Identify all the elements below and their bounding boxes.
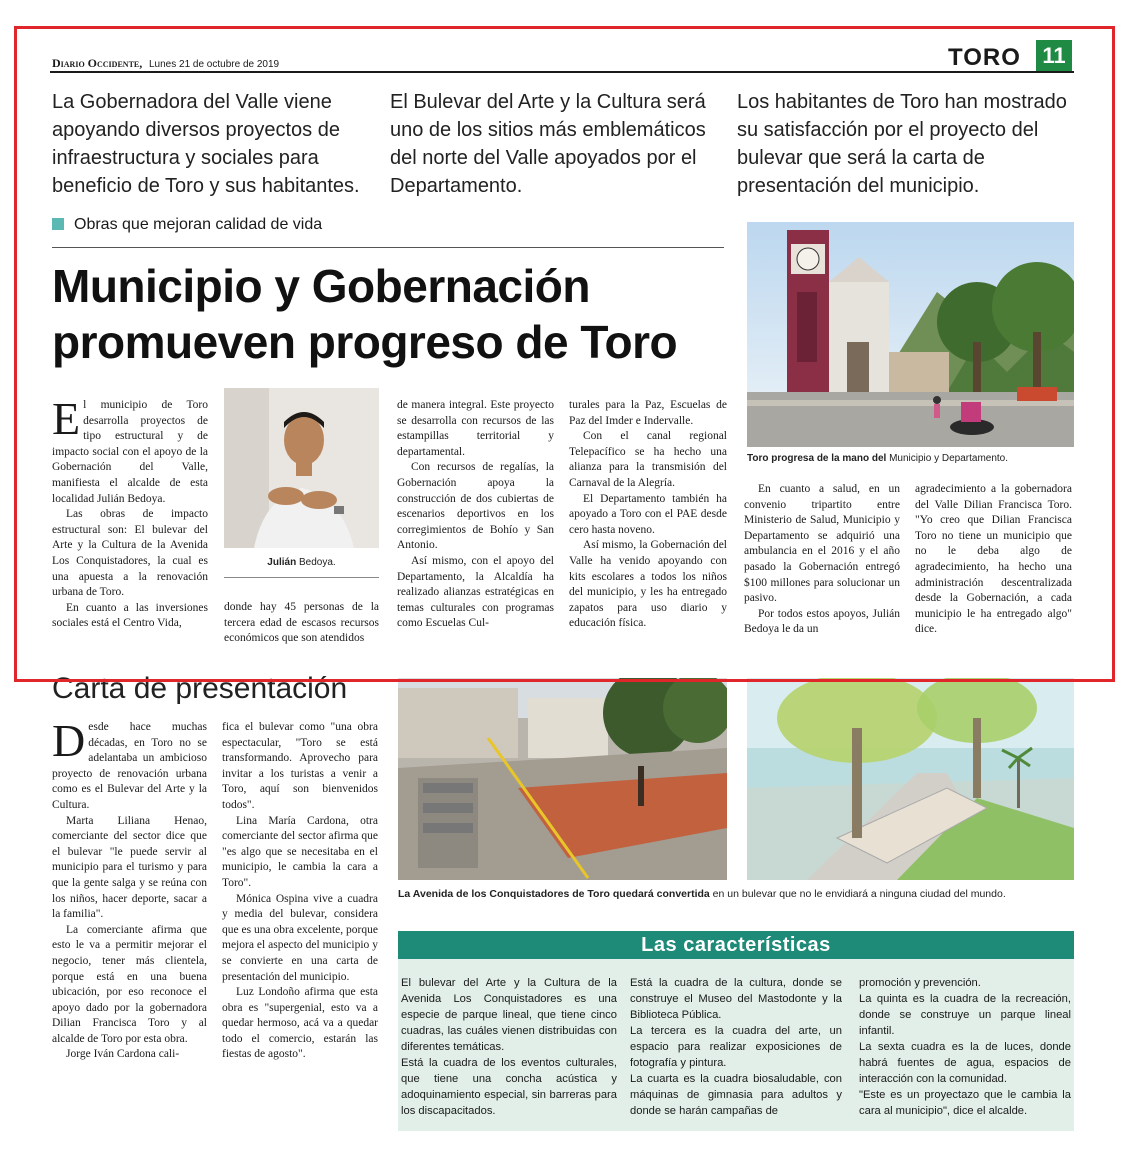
article-paragraph: En cuanto a las inversiones sociales está el Centro Vida, xyxy=(52,601,208,630)
kicker xyxy=(52,216,322,234)
feature-paragraph: Está la cuadra de la cultura, donde se construye el Museo del Mastodonte y la Biblioteca Pública. xyxy=(630,977,842,1021)
works-photo xyxy=(398,678,727,880)
carta-paragraph: Mónica Ospina vive a cuadra y media del bulevar, considera que es una obra excelente, porque mejora el aspecto del municipio y se convierte en una carta de presentación del municipio. xyxy=(222,892,378,983)
article-paragraph: El Departamento también ha apoyado a Toro con el PAE desde cero hasta noveno. xyxy=(569,492,727,536)
carta-paragraph: Luz Londoño afirma que esta obra es "supergenial, esto va a quedar hermoso, acá va a quedar todo el comercio, estarán las fiestas de agosto". xyxy=(222,986,378,1061)
article-paragraph: donde hay 45 personas de la tercera edad de escasos recursos económicos que son atendidos xyxy=(224,601,379,645)
works-caption-bold: La Avenida de los Conquistadores de Toro quedará convertida xyxy=(398,888,710,900)
article-paragraph: Con el canal regional Telepacífico se ha hecho una alianza para la transmisión del Carnaval de la Alegría. xyxy=(569,430,727,489)
page-number: 11 xyxy=(1036,40,1072,72)
works-caption-rest: en un bulevar que no le envidiará a ninguna ciudad del mundo. xyxy=(709,888,1006,900)
church-caption xyxy=(747,453,1077,464)
deck-3: Los habitantes de Toro han mostrado su satisfacción por el proyecto del bulevar que será la carta de presentación del municipio. xyxy=(737,91,1067,197)
portrait-rule xyxy=(224,577,379,578)
kicker-text: Obras que mejoran calidad de vida xyxy=(74,216,323,233)
deck-1: La Gobernadora del Valle viene apoyando diversos proyectos de infraestructura y sociales para beneficio de Toro y sus habitantes. xyxy=(52,91,360,197)
features-column-2 xyxy=(630,975,842,1119)
feature-paragraph: El bulevar del Arte y la Cultura de la Avenida Los Conquistadores es una especie de parque lineal, que tiene cinco cuadras, las cuáles vienen distribuidas con diferentes temáticas. xyxy=(401,977,617,1053)
kicker-square xyxy=(52,218,64,230)
feature-paragraph: "Este es un proyectazo que le cambia la cara al municipio", dice el alcalde. xyxy=(859,1089,1071,1117)
article-paragraph: turales para la Paz, Escuelas de Paz del Imder e Indervalle. xyxy=(569,399,727,427)
issue-date: Lunes 21 de octubre de 2019 xyxy=(148,59,280,70)
church-photo xyxy=(747,222,1074,447)
carta-column-2 xyxy=(222,720,378,1063)
article-column-6 xyxy=(915,482,1072,638)
deck-2: El Bulevar del Arte y la Cultura será uno de los sitios más emblemáticos del norte del Valle apoyados por el Departamento. xyxy=(390,91,706,197)
headline-line-2: promueven progreso de Toro xyxy=(52,316,678,368)
boulevard-render xyxy=(747,678,1074,880)
features-column-3 xyxy=(859,975,1071,1119)
portrait-photo xyxy=(224,388,379,548)
article-paragraph: Las obras de impacto estructural son: El bulevar del Arte y la Cultura de la Avenida Los Conquistadores, la cual es una apuesta a la renovación urbana de Toro. xyxy=(52,508,208,599)
carta-paragraph: fica el bulevar como "una obra espectacular, "Toro se está transformando. Aprovecho para invitar a los turistas a venir a Toro, aquí son bienvenidos todos". xyxy=(222,721,378,811)
article-paragraph xyxy=(52,393,208,507)
carta-paragraph: Lina María Cardona, otra comerciante del sector afirma que "es algo que se necesitaba en el municipio, le cambia la cara a Toro". xyxy=(222,814,378,889)
church-caption-rest: Municipio y Departamento. xyxy=(886,453,1009,464)
feature-paragraph: La quinta es la cuadra de la recreación, donde se construye un parque lineal infantil. xyxy=(859,993,1071,1037)
boulevard-render-illustration xyxy=(747,678,1074,880)
masthead xyxy=(52,56,279,71)
church-photo-illustration xyxy=(747,222,1074,447)
article-paragraph: Con recursos de regalías, la Gobernación apoya la construcción de dos cubiertas de escenarios deportivos en los corregimientos de Bohío y San Antonio. xyxy=(397,461,554,552)
carta-paragraph xyxy=(52,715,207,814)
feature-paragraph: La cuarta es la cuadra biosaludable, con máquinas de gimnasia para adultos y donde se harán campañas de xyxy=(630,1073,842,1117)
headline-line-1: Municipio y Gobernación xyxy=(52,260,590,312)
features-title-bar: Las características xyxy=(398,931,1074,959)
feature-paragraph: La tercera es la cuadra del arte, un espacio para realizar exposiciones de fotografía y pintura. xyxy=(630,1025,842,1069)
article-paragraph: En cuanto a salud, en un convenio tripartito entre Ministerio de Salud, Municipio y Departamento se adquirió una ambulancia en el 2016 y el año pasado la Gobernación entregó $100 millones para solucionar un pasivo. xyxy=(744,483,900,605)
section-name: TORO xyxy=(948,44,1021,71)
article-paragraph: Por todos estos apoyos, Julián Bedoya le da un xyxy=(744,607,900,636)
church-caption-bold: Toro progresa de la mano del xyxy=(747,453,887,464)
article-paragraph: agradecimiento a la gobernadora del Valle Dilian Francisca Toro. "Yo creo que Dilian Francisca Toro no tiene un municipio que no le deba algo de agradecimiento, ha hecho una administración descentralizada desde la Gobernación, a cada municipio le ha entregado algo" dice. xyxy=(915,483,1072,636)
article-dropcap: E xyxy=(52,393,81,444)
article-column-1 xyxy=(52,393,208,632)
feature-paragraph: promoción y prevención. xyxy=(859,977,981,989)
portrait-caption-rest: Bedoya. xyxy=(296,557,336,568)
carta-paragraph: Jorge Iván Cardona cali- xyxy=(66,1048,180,1061)
kicker-rule xyxy=(52,247,724,248)
carta-column-1 xyxy=(52,715,207,1063)
portrait-caption-bold: Julián xyxy=(267,557,297,568)
carta-dropcap: D xyxy=(52,715,86,766)
carta-paragraph: La comerciante afirma que esto le va a permitir mejorar el negocio, tener más clientela, porque está en una buena ubicación, por eso reconoce el apoyo dado por la gobernadora Dilian Francisca Toro y al alcalde de Toro por esta obra. xyxy=(52,923,207,1045)
works-caption xyxy=(398,888,1074,901)
carta-title: Carta de presentación xyxy=(52,672,348,705)
article-paragraph: Así mismo, con el apoyo del Departamento, la Alcaldía ha realizado alianzas estratégicas en temas culturales con programas como Escuelas Cul- xyxy=(397,554,554,630)
feature-paragraph: La sexta cuadra es la de luces, donde habrá fuentes de agua, espacios de interacción con la comunidad. xyxy=(859,1041,1071,1085)
article-column-3 xyxy=(397,398,554,632)
carta-text: esde hace muchas décadas, en Toro no se adelantaba un ambicioso proyecto de renovación urbana como es el Bulevar del Arte y la Cultura. xyxy=(52,721,207,811)
article-column-2 xyxy=(224,600,379,647)
article-text: l municipio de Toro desarrolla proyectos de tipo estructural y de impacto social con el apoyo de la Gobernación del Valle, manifiesta el alcalde de esta localidad Julián Bedoya. xyxy=(52,399,208,505)
features-column-1 xyxy=(401,975,617,1119)
article-column-5 xyxy=(744,482,900,638)
feature-paragraph: Está la cuadra de los eventos culturales, que tiene una concha acústica y adoquinamiento especial, sin barreras para los discapacitados. xyxy=(401,1057,617,1117)
paper-name: Diario Occidente, xyxy=(52,56,143,70)
carta-paragraph: Marta Liliana Henao, comerciante del sector dice que el bulevar "le puede servir al municipio para el turismo y para que la gente salga y se reúna con los niños, hacer deporte, sacar a la familia". xyxy=(52,814,207,921)
article-paragraph: de manera integral. Este proyecto se desarrolla con recursos de las estampillas territorial y departamental. xyxy=(397,399,554,458)
article-paragraph: Así mismo, la Gobernación del Valle ha venido apoyando con kits escolares a todos los niños del municipio, y les ha entregado zapatos para uso diario y educación física. xyxy=(569,539,727,630)
portrait-caption xyxy=(224,557,379,568)
masthead-rule xyxy=(50,71,1074,73)
headline xyxy=(52,258,742,370)
works-photo-illustration xyxy=(398,678,727,880)
article-column-4 xyxy=(569,398,727,632)
portrait-illustration xyxy=(224,388,379,548)
